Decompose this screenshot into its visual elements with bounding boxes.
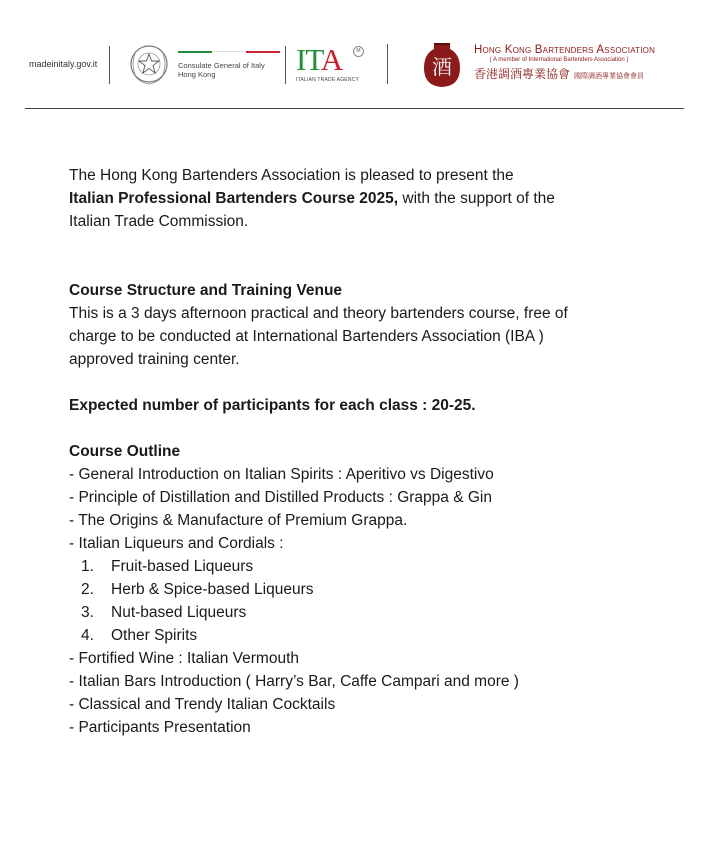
numbered-item: 3. Nut-based Liqueurs — [81, 604, 247, 621]
outline-item: - Classical and Trendy Italian Cocktails — [69, 696, 336, 713]
numbered-item: 1. Fruit-based Liqueurs — [81, 558, 254, 575]
structure-line: This is a 3 days afternoon practical and theory bartenders course, free of — [69, 305, 568, 322]
structure-heading: Course Structure and Training Venue — [69, 282, 343, 299]
divider — [387, 44, 388, 84]
intro-line-2: Italian Professional Bartenders Course 2025, with the support of the — [69, 190, 555, 207]
structure-line: approved training center. — [69, 351, 240, 368]
numbered-item: 2. Herb & Spice-based Liqueurs — [81, 581, 314, 598]
outline-item: - General Introduction on Italian Spirits : Aperitivo vs Digestivo — [69, 466, 494, 483]
consulate-line-2: Hong Kong — [178, 70, 216, 79]
intro-line-1: The Hong Kong Bartenders Association is pleased to present the — [69, 167, 514, 184]
site-url: madeinitaly.gov.it — [29, 59, 98, 69]
divider — [109, 46, 110, 84]
hkba-jar-logo-icon — [420, 40, 464, 90]
ita-mark: ITA — [296, 42, 343, 77]
italian-flag-stripe — [178, 51, 280, 53]
italian-emblem-icon — [127, 42, 171, 88]
document-body — [69, 164, 669, 739]
ita-logo — [296, 44, 368, 90]
outline-item: - The Origins & Manufacture of Premium Grappa. — [69, 512, 408, 529]
outline-item: - Italian Liqueurs and Cordials : — [69, 535, 284, 552]
hkba-name: Hong Kong Bartenders Association — [474, 44, 656, 56]
ita-badge-icon: M — [353, 46, 364, 57]
outline-item: - Principle of Distillation and Distilled Products : Grappa & Gin — [69, 489, 492, 506]
outline-item: - Italian Bars Introduction ( Harry’s Bar, Caffe Campari and more ) — [69, 673, 519, 690]
ita-subtitle: ITALIAN TRADE AGENCY — [296, 77, 359, 83]
outline-heading: Course Outline — [69, 443, 181, 460]
intro-line-3: Italian Trade Commission. — [69, 213, 249, 230]
hkba-subtitle: ( A member of International Bartenders Association ) — [489, 57, 629, 63]
hkba-title-block — [474, 44, 688, 82]
divider — [285, 46, 286, 84]
consulate-logo — [178, 51, 280, 79]
hkba-chinese-sub: 國際調酒專業協會會員 — [574, 73, 645, 80]
structure-line: charge to be conducted at International Bartenders Association (IBA ) — [69, 328, 544, 345]
numbered-item: 4. Other Spirits — [81, 627, 198, 644]
outline-item: - Participants Presentation — [69, 719, 251, 736]
outline-item: - Fortified Wine : Italian Vermouth — [69, 650, 300, 667]
header-rule — [25, 108, 684, 109]
course-name: Italian Professional Bartenders Course 2025, — [69, 190, 399, 207]
hkba-logo-glyph: 酒 — [432, 55, 452, 79]
participants-note: Expected number of participants for each class : 20-25. — [69, 397, 476, 414]
hkba-chinese-name: 香港調酒專業協會 國際調酒專業協會會員 — [474, 67, 645, 81]
consulate-line-1: Consulate General of Italy — [178, 61, 265, 70]
letterhead — [0, 0, 708, 110]
